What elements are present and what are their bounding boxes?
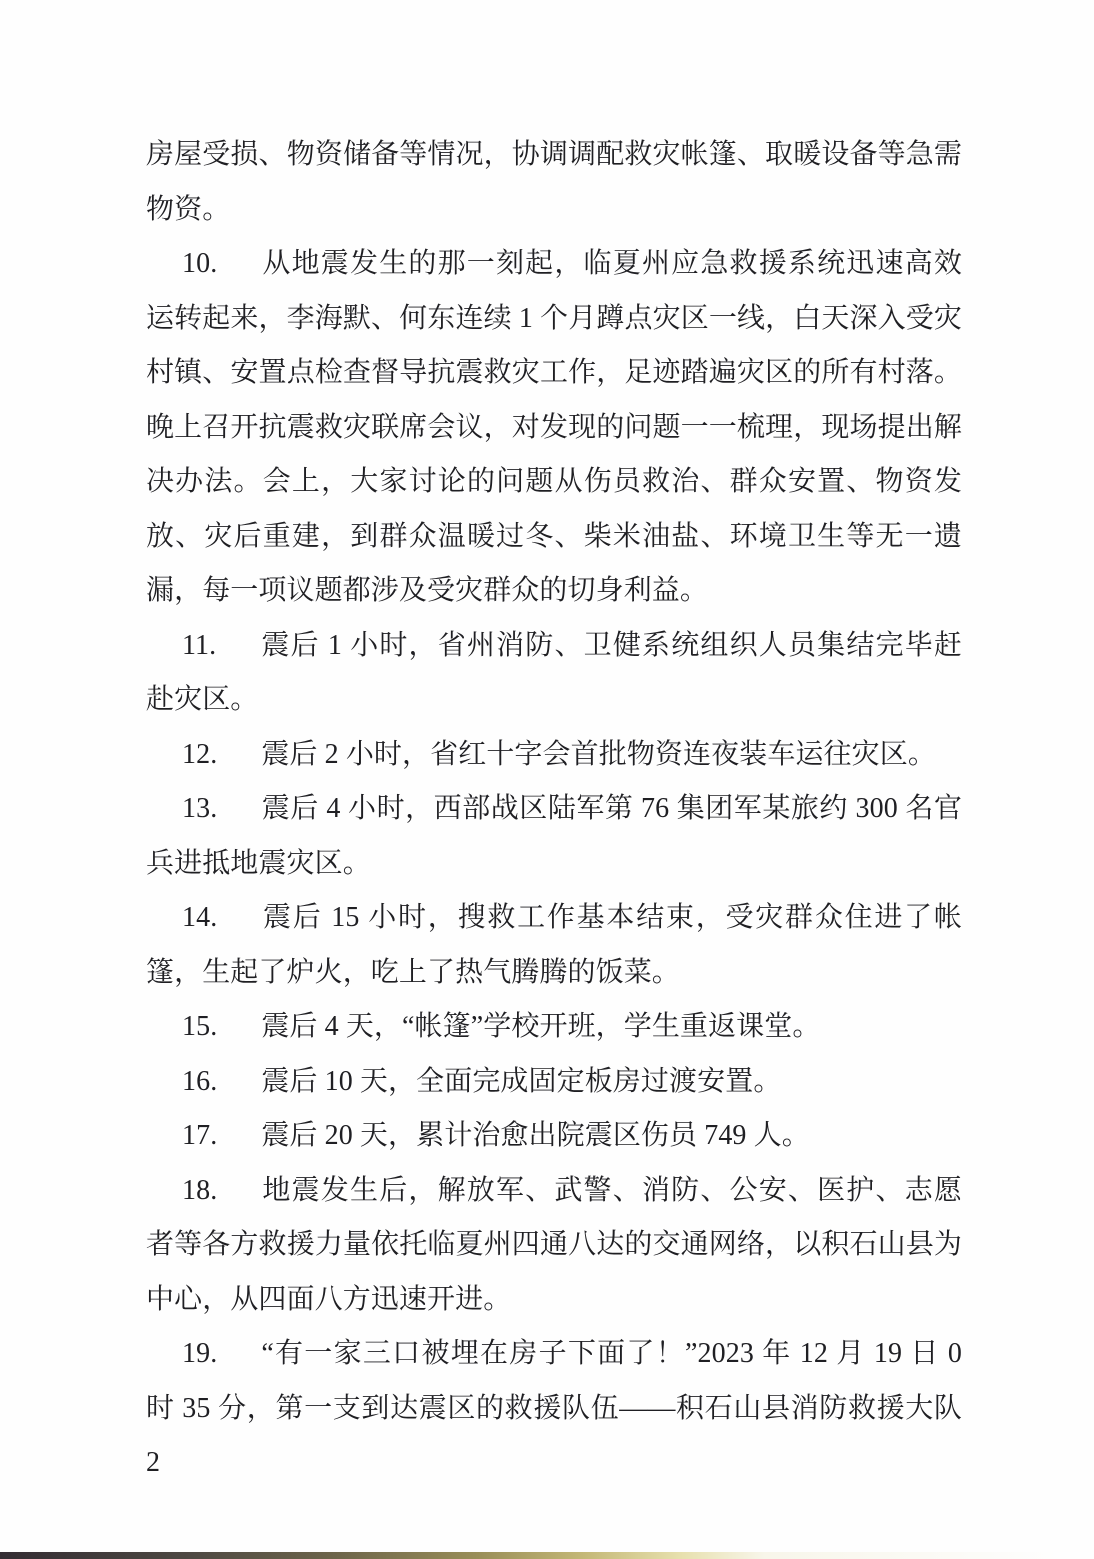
paragraph xyxy=(146,619,962,728)
paragraph xyxy=(146,1055,962,1110)
paragraph-text: 震后 20 天，累计治愈出院震区伤员 749 人。 xyxy=(261,1120,810,1151)
paragraph xyxy=(146,1109,962,1164)
list-number: 11. xyxy=(182,629,217,661)
document-body xyxy=(146,128,962,1491)
list-number: 13. xyxy=(182,793,218,824)
paragraph-text: 震后 10 天，全面完成固定板房过渡安置。 xyxy=(261,1065,782,1097)
list-number: 16. xyxy=(182,1065,218,1097)
paragraph xyxy=(146,1327,962,1491)
paragraph xyxy=(146,891,962,1000)
paragraph-text: 震后 4 天，“帐篷”学校开班，学生重返课堂。 xyxy=(261,1011,821,1042)
paragraph-text: 从地震发生的那一刻起，临夏州应急救援系统迅速高效运转起来，李海默、何东连续 1 个月蹲点灾区一线，白天深入受灾村镇、安置点检查督导抗震救灾工作，足迹踏遍灾区的所有村落。晚上召开抗震救灾联席会议，对发现的问题一一梳理，现场提出解决办法。会上，大家讨论的问题从伤员救治、群众安置、物资发放、灾后重建，到群众温暖过冬、柴米油盐、环境卫生等无一遗漏，每一项议题都涉及受灾群众的切身利益。 xyxy=(146,248,962,606)
paragraph-text: 震后 2 小时，省红十字会首批物资连夜装车运往灾区。 xyxy=(261,738,936,770)
paragraph xyxy=(146,782,962,891)
list-number: 12. xyxy=(182,738,218,770)
paragraph-text: 房屋受损、物资储备等情况，协调调配救灾帐篷、取暖设备等急需物资。 xyxy=(146,139,962,225)
paragraph xyxy=(146,1164,962,1328)
paragraph-text: 震后 4 小时，西部战区陆军第 76 集团军某旅约 300 名官兵进抵地震灾区。 xyxy=(146,793,962,879)
paragraph-text: 地震发生后，解放军、武警、消防、公安、医护、志愿者等各方救援力量依托临夏州四通八达的交通网络，以积石山县为中心，从四面八方迅速开进。 xyxy=(146,1174,962,1315)
paragraph-text: “有一家三口被埋在房子下面了！”2023 年 12 月 19 日 0 时 35 分，第一支到达震区的救援队伍——积石山县消防救援大队 2 xyxy=(146,1338,962,1478)
scan-edge-artifact xyxy=(0,1552,1062,1559)
paragraph xyxy=(146,237,962,619)
list-number: 10. xyxy=(182,248,218,279)
list-number: 14. xyxy=(182,902,218,933)
paragraph-text: 震后 1 小时，省州消防、卫健系统组织人员集结完毕赶赴灾区。 xyxy=(146,629,962,715)
list-number: 19. xyxy=(182,1338,218,1369)
paragraph-text: 震后 15 小时，搜救工作基本结束，受灾群众住进了帐篷，生起了炉火，吃上了热气腾腾的饭菜。 xyxy=(146,902,962,988)
paragraph xyxy=(146,1000,962,1055)
list-number: 15. xyxy=(182,1011,218,1042)
paragraph xyxy=(146,728,962,783)
paragraph xyxy=(146,128,962,237)
list-number: 17. xyxy=(182,1120,218,1151)
list-number: 18. xyxy=(182,1174,218,1206)
